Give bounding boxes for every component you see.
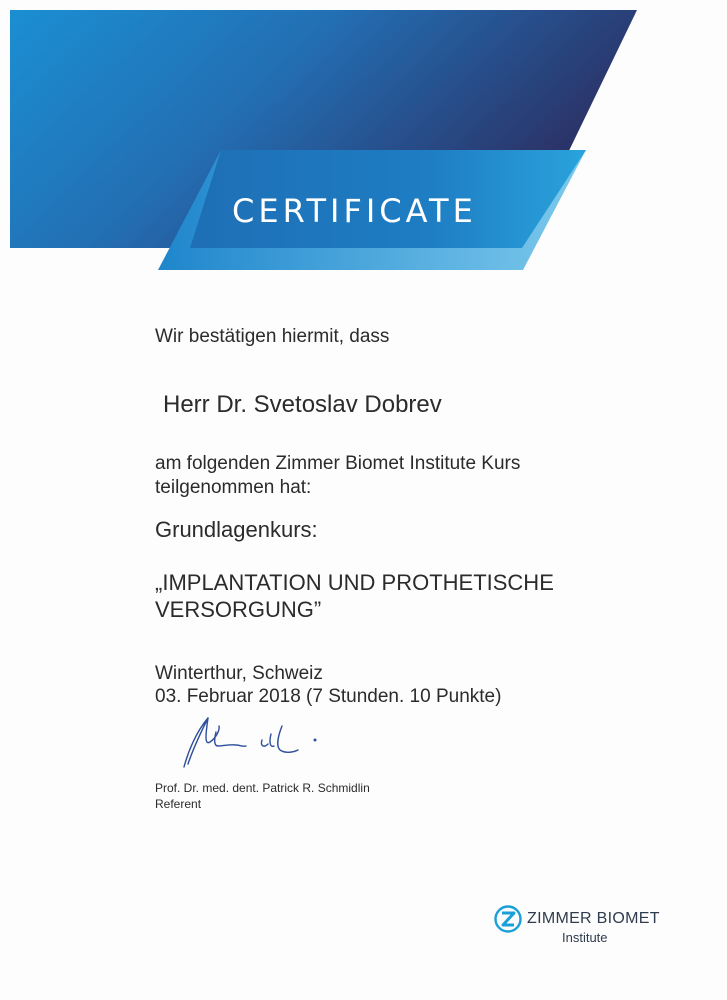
course-location: Winterthur, Schweiz: [155, 663, 323, 684]
course-title-line-2: VERSORGUNG”: [155, 597, 322, 622]
handwritten-signature: [170, 712, 330, 774]
course-title-line-1: „IMPLANTATION UND PROTHETISCHE: [155, 570, 554, 595]
header-banner: [0, 0, 727, 285]
logo-name: ZIMMER BIOMET: [527, 910, 660, 927]
zimmer-biomet-z-icon: [494, 905, 522, 933]
certificate-title: CERTIFICATE: [232, 192, 477, 230]
recipient-name: Herr Dr. Svetoslav Dobrev: [163, 391, 442, 418]
signatory-role: Referent: [155, 797, 202, 811]
course-description-line-2: teilgenommen hat:: [155, 477, 312, 498]
signatory-name: Prof. Dr. med. dent. Patrick R. Schmidlin: [155, 781, 370, 795]
course-type: Grundlagenkurs:: [155, 517, 318, 542]
logo-subtitle: Institute: [562, 930, 608, 945]
course-description-line-1: am folgenden Zimmer Biomet Institute Kurs: [155, 453, 521, 474]
course-date: 03. Februar 2018 (7 Stunden. 10 Punkte): [155, 686, 502, 707]
intro-text: Wir bestätigen hiermit, dass: [155, 326, 390, 347]
